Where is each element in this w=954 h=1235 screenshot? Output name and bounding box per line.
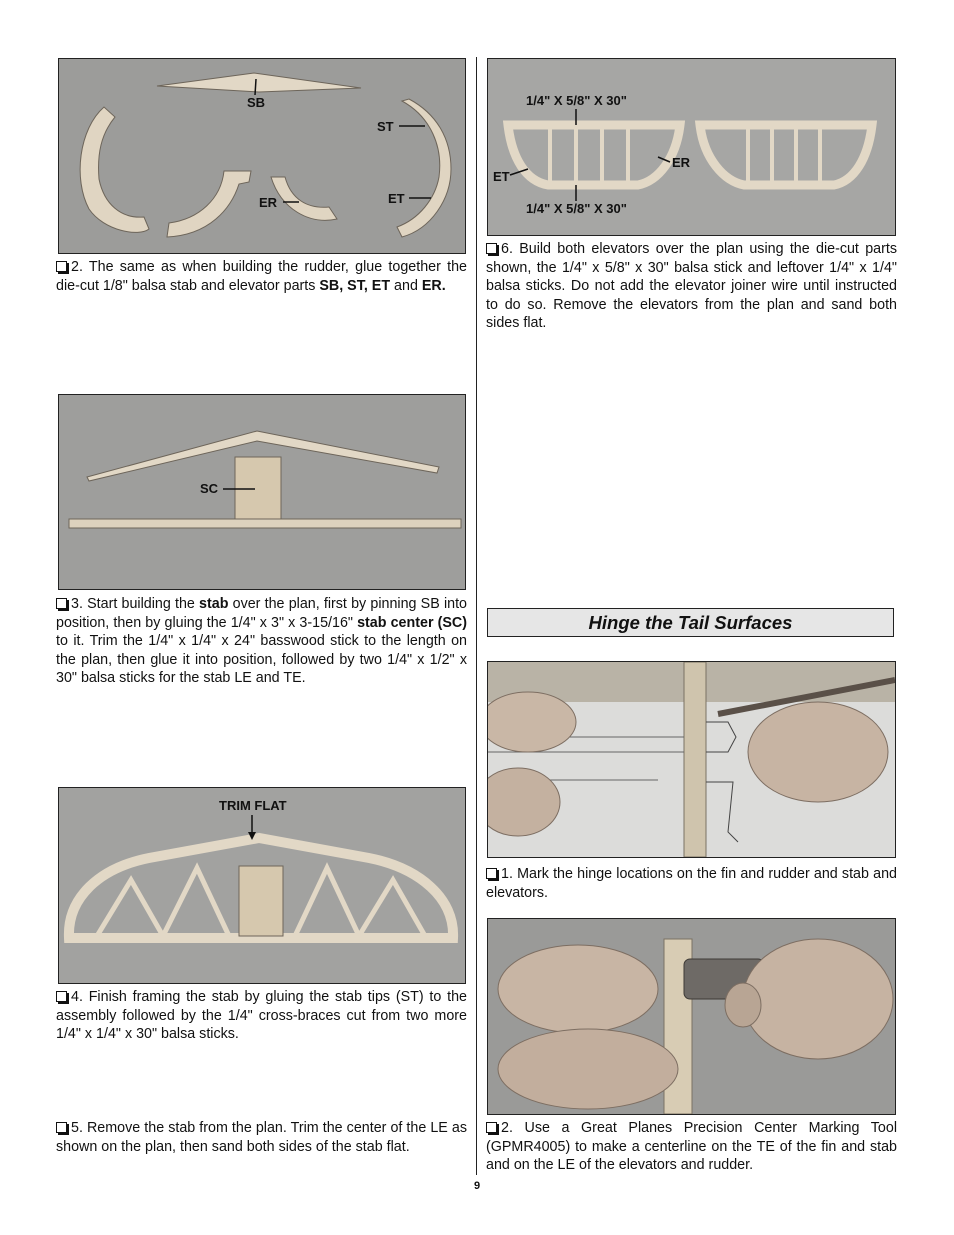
label-st: ST xyxy=(377,119,394,134)
photo-stab-framed xyxy=(58,787,466,984)
label-et: ET xyxy=(493,169,510,184)
label-stick-bottom: 1/4" X 5/8" X 30" xyxy=(526,201,627,216)
label-er: ER xyxy=(259,195,278,210)
checkbox-icon[interactable] xyxy=(56,598,67,609)
step-3-text: 3. Start building the stab over the plan, first by pinning SB into position, then by gluing the 1/4" x 3" x 3-15/16" stab center (SC) to it. Trim the 1/4" x 1/4" x 24" basswood stick to the length on the plan, then glue it into position, followed by two 1/4" x 1/2" x 30" balsa sticks for the stab LE and TE. xyxy=(56,596,467,687)
checkbox-icon[interactable] xyxy=(486,868,497,879)
label-trim-flat: TRIM FLAT xyxy=(219,798,287,813)
hinge-step-2-text: 2. Use a Great Planes Precision Center Marking Tool (GPMR4005) to make a centerline on the TE of the fin and stab and on the LE of the elevators and rudder. xyxy=(486,1120,897,1174)
step-4-text: 4. Finish framing the stab by gluing the stab tips (ST) to the assembly followed by the 1/4" cross-braces cut from two more 1/4" x 1/4" x 30" balsa sticks. xyxy=(56,989,467,1043)
checkbox-icon[interactable] xyxy=(486,243,497,254)
section-heading: Hinge the Tail Surfaces xyxy=(487,608,894,637)
checkbox-icon[interactable] xyxy=(56,261,67,272)
label-sc: SC xyxy=(200,481,219,496)
photo-mark-hinges xyxy=(487,661,896,858)
step-5-text: 5. Remove the stab from the plan. Trim the center of the LE as shown on the plan, then sand both sides of the stab flat. xyxy=(56,1120,467,1155)
label-er: ER xyxy=(672,155,691,170)
column-divider xyxy=(476,57,477,1175)
photo-stab-center xyxy=(58,394,466,590)
label-stick-top: 1/4" X 5/8" X 30" xyxy=(526,93,627,108)
step-6-text: 6. Build both elevators over the plan using the die-cut parts shown, the 1/4" x 5/8" x 30" balsa stick and leftover 1/4" x 1/4" balsa sticks. Do not add the elevator joiner wire until instructed to do so. Remove the elevators from the plan and sand both sides flat. xyxy=(486,241,897,332)
label-sb: SB xyxy=(247,95,266,110)
photo-elevators xyxy=(487,58,896,236)
checkbox-icon[interactable] xyxy=(486,1122,497,1133)
checkbox-icon[interactable] xyxy=(56,1122,67,1133)
photo-center-marking-tool xyxy=(487,918,896,1115)
checkbox-icon[interactable] xyxy=(56,991,67,1002)
hinge-step-1-text: 1. Mark the hinge locations on the fin and rudder and stab and elevators. xyxy=(486,866,897,901)
step-2-text: 2. The same as when building the rudder, glue together the die-cut 1/8" balsa stab and elevator parts SB, ST, ET and ER. xyxy=(56,259,467,294)
label-et: ET xyxy=(388,191,405,206)
photo-die-cut-parts xyxy=(58,58,466,254)
page-number: 9 xyxy=(473,1180,481,1192)
